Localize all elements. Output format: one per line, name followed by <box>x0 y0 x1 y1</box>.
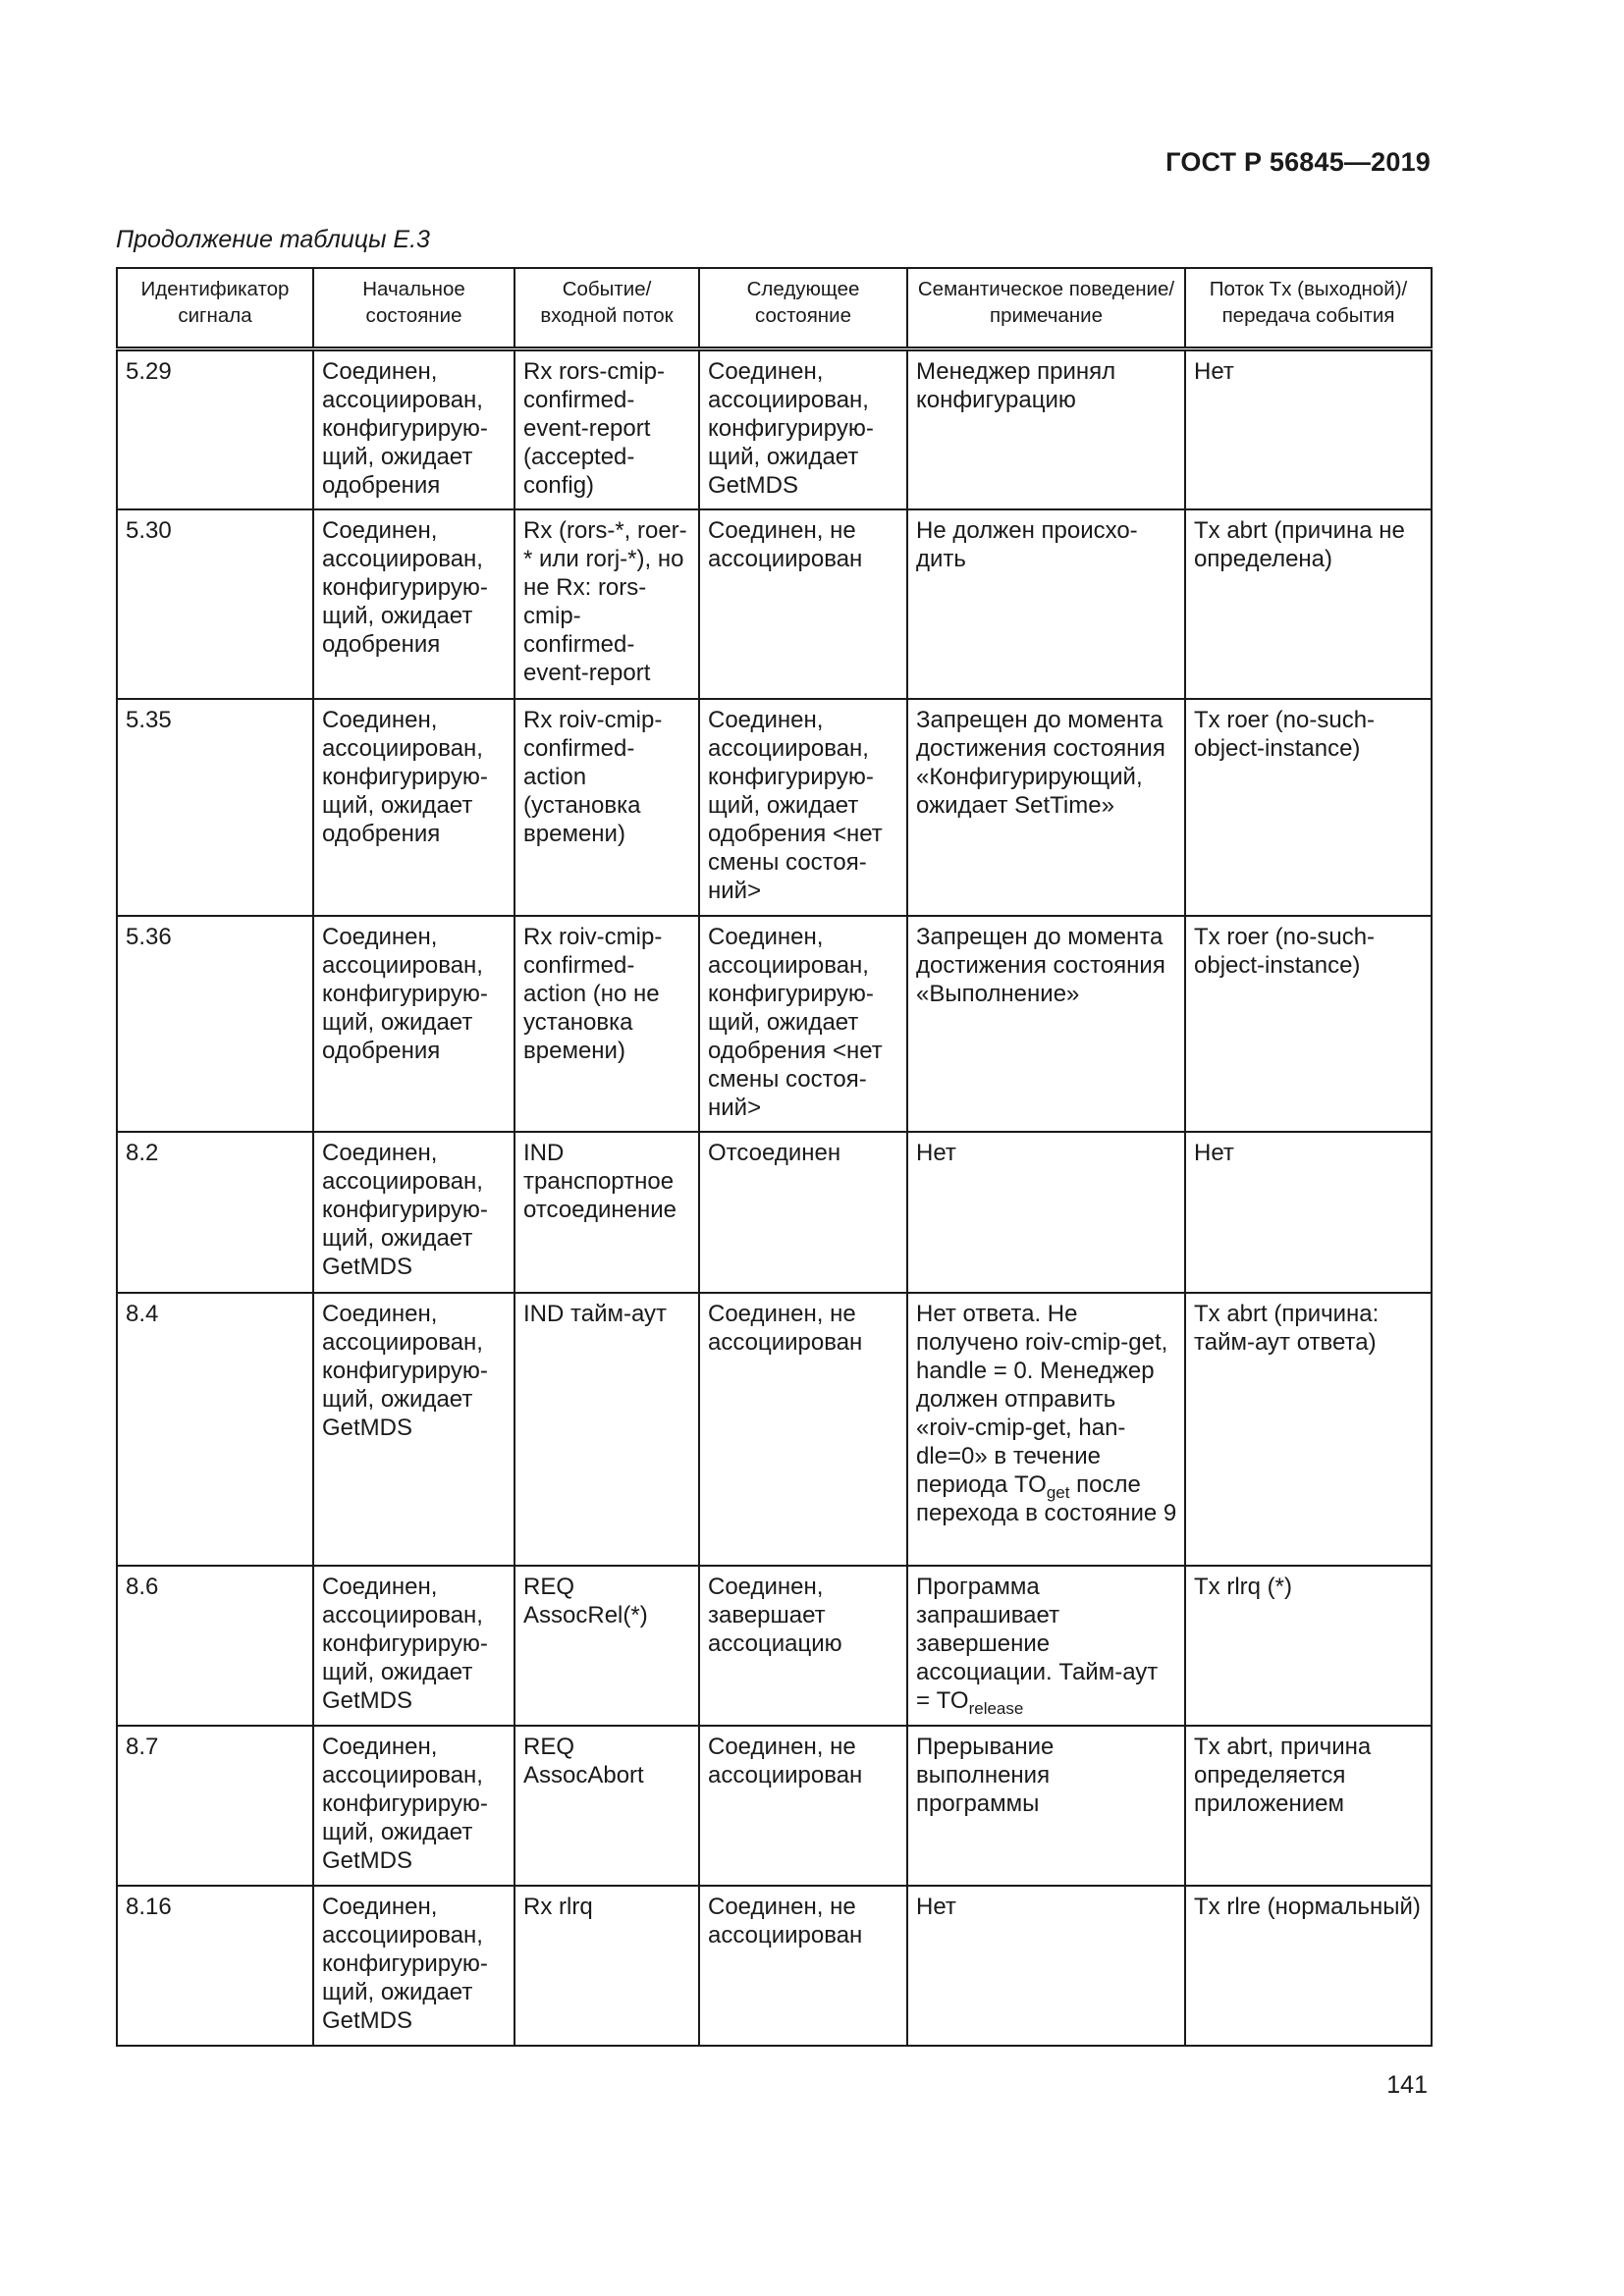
cell-semantics: Прерывание выполнения программы <box>907 1726 1185 1886</box>
table-row <box>117 509 1432 699</box>
cell-semantics: Нет <box>907 1132 1185 1293</box>
cell-semantics: Нет <box>907 1886 1185 2046</box>
cell-event: Rx rlrq <box>514 1886 699 2046</box>
table-header-row <box>117 268 1432 349</box>
cell-event: REQ AssocAbort <box>514 1726 699 1886</box>
semantics-subscript: get <box>1046 1482 1070 1502</box>
table-row <box>117 699 1432 916</box>
table-row <box>117 1132 1432 1293</box>
cell-event: REQ AssocRel(*) <box>514 1566 699 1726</box>
table-row <box>117 1566 1432 1726</box>
cell-semantics <box>907 1293 1185 1566</box>
cell-next-state: Отсоединен <box>699 1132 907 1293</box>
cell-next-state: Соединен, не ассоциирован <box>699 1726 907 1886</box>
semantics-text-before: Нет ответа. Не получено roiv-cmip-get, handle = 0. Менеджер должен отправить «roiv-cmip-get, han-dle=0» в течение периода TO <box>916 1300 1168 1498</box>
cell-initial-state: Соединен, ассоциирован, конфигурирую-щий, ожидает одобрения <box>313 349 514 509</box>
cell-tx: Tx abrt, причина определяется приложением <box>1185 1726 1432 1886</box>
cell-signal-id: 8.4 <box>117 1293 313 1566</box>
cell-tx: Tx rlre (нормальный) <box>1185 1886 1432 2046</box>
cell-initial-state: Соединен, ассоциирован, конфигурирую-щий, ожидает GetMDS <box>313 1566 514 1726</box>
cell-signal-id: 8.2 <box>117 1132 313 1293</box>
column-header-semantics: Семантическое поведение/примечание <box>907 268 1185 349</box>
cell-signal-id: 5.29 <box>117 349 313 509</box>
cell-next-state: Соединен, не ассоциирован <box>699 1886 907 2046</box>
cell-signal-id: 8.7 <box>117 1726 313 1886</box>
page-number: 141 <box>1386 2071 1428 2099</box>
column-header-signal-id: Идентификатор сигнала <box>117 268 313 349</box>
cell-semantics <box>907 1566 1185 1726</box>
cell-next-state: Соединен, ассоциирован, конфигурирую-щий, ожидает одобрения <нет смены состоя-ний> <box>699 916 907 1132</box>
cell-next-state: Соединен, не ассоциирован <box>699 509 907 699</box>
cell-initial-state: Соединен, ассоциирован, конфигурирую-щий, ожидает GetMDS <box>313 1726 514 1886</box>
column-header-tx: Поток Tx (выходной)/ передача события <box>1185 268 1432 349</box>
table-row <box>117 916 1432 1132</box>
semantics-subscript: release <box>968 1698 1024 1718</box>
cell-initial-state: Соединен, ассоциирован, конфигурирую-щий, ожидает одобрения <box>313 509 514 699</box>
cell-initial-state: Соединен, ассоциирован, конфигурирую-щий, ожидает одобрения <box>313 916 514 1132</box>
column-header-event: Событие/ входной поток <box>514 268 699 349</box>
cell-next-state: Соединен, ассоциирован, конфигурирую-щий, ожидает одобрения <нет смены состоя-ний> <box>699 699 907 916</box>
cell-signal-id: 5.35 <box>117 699 313 916</box>
cell-event: Rx roiv-cmip-confirmed-action (но не установка времени) <box>514 916 699 1132</box>
cell-event: Rx (rors-*, roer-* или rorj-*), но не Rx: rors-cmip-confirmed-event-report <box>514 509 699 699</box>
cell-event: IND тайм-аут <box>514 1293 699 1566</box>
semantics-text-after: после перехода в состояние 9 <box>916 1470 1177 1526</box>
cell-tx: Tx abrt (причина: тайм-аут ответа) <box>1185 1293 1432 1566</box>
cell-initial-state: Соединен, ассоциирован, конфигурирую-щий, ожидает одобрения <box>313 699 514 916</box>
table-row <box>117 1886 1432 2046</box>
cell-signal-id: 5.30 <box>117 509 313 699</box>
transition-table <box>116 267 1433 2047</box>
cell-initial-state: Соединен, ассоциирован, конфигурирую-щий, ожидает GetMDS <box>313 1132 514 1293</box>
cell-tx: Tx abrt (причина не определена) <box>1185 509 1432 699</box>
cell-semantics: Менеджер принял конфигурацию <box>907 349 1185 509</box>
cell-tx: Tx roer (no-such-object-instance) <box>1185 699 1432 916</box>
column-header-next-state: Следующее состояние <box>699 268 907 349</box>
table-row <box>117 1726 1432 1886</box>
cell-tx: Tx rlrq (*) <box>1185 1566 1432 1726</box>
cell-next-state: Соединен, ассоциирован, конфигурирую-щий, ожидает GetMDS <box>699 349 907 509</box>
cell-semantics: Запрещен до момента достижения состояния «Конфигурирующий, ожидает SetTime» <box>907 699 1185 916</box>
document-standard-code: ГОСТ Р 56845—2019 <box>1165 147 1431 177</box>
cell-signal-id: 5.36 <box>117 916 313 1132</box>
table-row <box>117 1293 1432 1566</box>
semantics-text-before: Программа запрашивает завершение ассоциации. Тайм-аут = TO <box>916 1573 1159 1714</box>
cell-event: Rx rors-cmip-confirmed-event-report (accepted-config) <box>514 349 699 509</box>
cell-initial-state: Соединен, ассоциирован, конфигурирую-щий, ожидает GetMDS <box>313 1886 514 2046</box>
table-row <box>117 349 1432 509</box>
cell-semantics: Не должен происхо-дить <box>907 509 1185 699</box>
cell-initial-state: Соединен, ассоциирован, конфигурирую-щий, ожидает GetMDS <box>313 1293 514 1566</box>
cell-tx: Нет <box>1185 1132 1432 1293</box>
table-caption: Продолжение таблицы E.3 <box>116 226 430 253</box>
cell-semantics: Запрещен до момента достижения состояния «Выполнение» <box>907 916 1185 1132</box>
cell-tx: Tx roer (no-such-object-instance) <box>1185 916 1432 1132</box>
column-header-initial-state: Начальное состояние <box>313 268 514 349</box>
cell-next-state: Соединен, завершает ассоциацию <box>699 1566 907 1726</box>
cell-event: IND транспортное отсоединение <box>514 1132 699 1293</box>
cell-next-state: Соединен, не ассоциирован <box>699 1293 907 1566</box>
cell-event: Rx roiv-cmip-confirmed-action (установка времени) <box>514 699 699 916</box>
cell-tx: Нет <box>1185 349 1432 509</box>
cell-signal-id: 8.16 <box>117 1886 313 2046</box>
cell-signal-id: 8.6 <box>117 1566 313 1726</box>
